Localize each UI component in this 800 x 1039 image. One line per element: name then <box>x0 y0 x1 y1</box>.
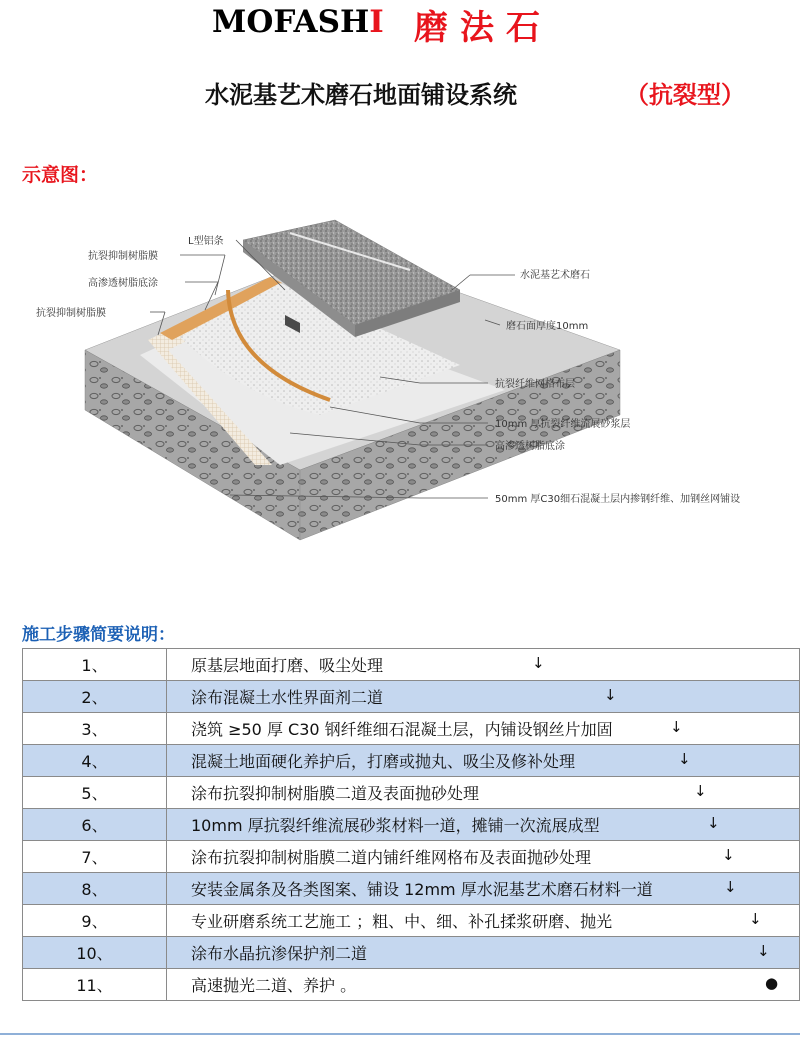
step-number: 5、 <box>23 777 167 809</box>
step-description-cell <box>167 777 800 809</box>
step-number: 10、 <box>23 937 167 969</box>
step-arrow-icon: ↓ <box>694 782 707 800</box>
step-description: 涂布混凝土水性界面剂二道 <box>191 688 384 707</box>
label-fiber-mesh: 抗裂纤维网格布层 <box>495 379 575 390</box>
steps-heading: 施工步骤简要说明： <box>22 625 175 645</box>
step-number: 2、 <box>23 681 167 713</box>
step-number: 1、 <box>23 649 167 681</box>
brand-last-letter: I <box>369 4 384 40</box>
step-description-cell <box>167 649 800 681</box>
step-row <box>23 713 800 745</box>
step-arrow-icon: ● <box>765 974 779 992</box>
step-arrow-icon: ↓ <box>749 910 762 928</box>
step-row <box>23 969 800 1001</box>
step-description: 浇筑 ≥50 厚 C30 钢纤维细石混凝土层，内铺设钢丝片加固 <box>191 720 613 739</box>
step-arrow-icon: ↓ <box>722 846 735 864</box>
step-arrow-icon: ↓ <box>724 878 737 896</box>
steps-table <box>22 648 800 1001</box>
step-number: 7、 <box>23 841 167 873</box>
step-arrow-icon: ↓ <box>532 654 545 672</box>
step-number: 11、 <box>23 969 167 1001</box>
step-description-cell <box>167 681 800 713</box>
label-l-strip: L型铝条 <box>188 236 224 247</box>
label-resin-film-left: 抗裂抑制树脂膜 <box>36 308 106 319</box>
step-row <box>23 937 800 969</box>
label-primer-top: 高渗透树脂底涂 <box>88 278 158 289</box>
label-mortar: 10mm 厚抗裂纤维流展砂浆层 <box>495 419 631 430</box>
brand-main: MOFASH <box>212 4 370 40</box>
step-description: 混凝土地面硬化养护后，打磨或抛丸、吸尘及修补处理 <box>191 752 576 771</box>
page-title: 水泥基艺术磨石地面铺设系统 <box>205 81 517 109</box>
step-description: 涂布水晶抗渗保护剂二道 <box>191 944 368 963</box>
brand-chinese: 磨法石 <box>414 8 552 48</box>
step-description: 高速抛光二道、养护 。 <box>191 976 357 995</box>
step-number: 4、 <box>23 745 167 777</box>
step-row <box>23 649 800 681</box>
brand-logo <box>212 4 384 40</box>
step-row <box>23 809 800 841</box>
step-description: 涂布抗裂抑制树脂膜二道内铺纤维网格布及表面抛砂处理 <box>191 848 592 867</box>
step-arrow-icon: ↓ <box>678 750 691 768</box>
step-arrow-icon: ↓ <box>757 942 770 960</box>
step-number: 3、 <box>23 713 167 745</box>
floor-layer-diagram <box>0 215 800 575</box>
label-thickness: 磨石面厚度10mm <box>506 321 589 332</box>
step-row <box>23 745 800 777</box>
step-row <box>23 905 800 937</box>
step-row <box>23 681 800 713</box>
label-primer-right: 高渗透树脂底涂 <box>495 441 565 452</box>
label-resin-film-top: 抗裂抑制树脂膜 <box>88 251 158 262</box>
step-row <box>23 873 800 905</box>
step-description-cell <box>167 841 800 873</box>
step-number: 6、 <box>23 809 167 841</box>
step-description-cell <box>167 809 800 841</box>
label-concrete: 50mm 厚C30细石混凝土层内掺钢纤维、加钢丝网铺设 <box>495 494 741 505</box>
step-description-cell <box>167 873 800 905</box>
step-row <box>23 841 800 873</box>
step-arrow-icon: ↓ <box>707 814 720 832</box>
step-arrow-icon: ↓ <box>604 686 617 704</box>
step-description: 安装金属条及各类图案、铺设 12mm 厚水泥基艺术磨石材料一道 <box>191 880 653 899</box>
step-description-cell <box>167 745 800 777</box>
step-arrow-icon: ↓ <box>670 718 683 736</box>
page-subtitle: （抗裂型） <box>625 81 745 109</box>
step-number: 8、 <box>23 873 167 905</box>
step-description-cell <box>167 905 800 937</box>
step-description: 原基层地面打磨、吸尘处理 <box>191 656 384 675</box>
step-description-cell <box>167 713 800 745</box>
step-row <box>23 777 800 809</box>
step-description: 涂布抗裂抑制树脂膜二道及表面抛砂处理 <box>191 784 480 803</box>
label-terrazzo: 水泥基艺术磨石 <box>520 270 590 281</box>
step-description-cell <box>167 969 800 1001</box>
step-description: 10mm 厚抗裂纤维流展砂浆材料一道，摊铺一次流展成型 <box>191 816 600 835</box>
step-number: 9、 <box>23 905 167 937</box>
diagram-heading: 示意图： <box>22 164 99 186</box>
step-description-cell <box>167 937 800 969</box>
bottom-divider <box>0 1033 800 1035</box>
step-description: 专业研磨系统工艺施工 ；粗、中、细、补孔揉浆研磨、抛光 <box>191 912 613 931</box>
